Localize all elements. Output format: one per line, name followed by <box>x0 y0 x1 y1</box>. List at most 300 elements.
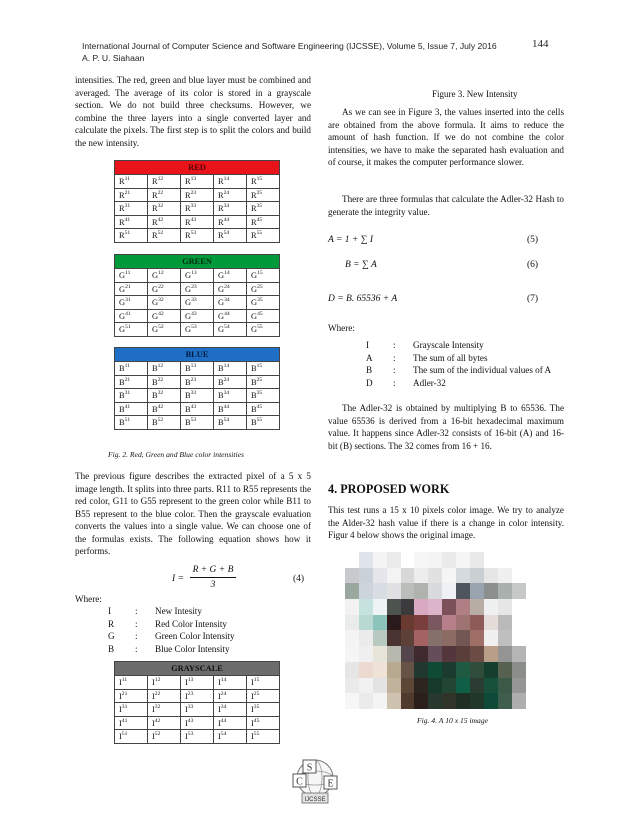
pixel-cell <box>498 583 512 599</box>
pixel-cell <box>512 630 526 646</box>
matrix-cell: $R^{31}$ <box>115 202 148 216</box>
pixel-cell <box>456 662 470 678</box>
pixel-cell <box>456 583 470 599</box>
definition-row <box>108 630 235 643</box>
matrix-cell: $G^{52}$ <box>148 323 181 337</box>
matrix-cell: $I^{42}$ <box>148 716 181 730</box>
blue-table-title: BLUE <box>115 348 280 362</box>
author-name: A. P. U. Siahaan <box>82 53 145 63</box>
pixel-cell <box>401 693 415 709</box>
pixel-cell <box>414 583 428 599</box>
definition-row <box>366 339 551 352</box>
matrix-cell: $G^{51}$ <box>115 323 148 337</box>
pixel-cell <box>373 646 387 662</box>
blue-table-body <box>115 362 280 430</box>
pixel-cell <box>484 552 498 568</box>
definition-symbol: B <box>366 365 373 375</box>
eq4-lhs: I = <box>172 574 184 584</box>
matrix-cell: $G^{12}$ <box>148 269 181 283</box>
pixel-cell <box>512 599 526 615</box>
matrix-cell: $R^{13}$ <box>181 175 214 189</box>
matrix-cell: $I^{34}$ <box>214 703 247 717</box>
right-paragraph-1: As we can see in Figure 3, the values inserted into the cells are obtained from the above formula. It aims to reduce the amount of hash function. If we do not combine the color intensities, we have to make the separated hash evaluation and of course, it makes the computer performance slower. <box>328 107 564 167</box>
matrix-cell: $R^{12}$ <box>148 175 181 189</box>
matrix-cell: $B^{31}$ <box>115 389 148 403</box>
matrix-cell: $G^{13}$ <box>181 269 214 283</box>
pixel-cell <box>414 615 428 631</box>
matrix-cell: $I^{51}$ <box>115 730 148 744</box>
right-paragraph-4: This test runs a 15 x 10 pixels color image. We try to analyze the Alder-32 hash value if there is a change in color intensity. Figur 4 below shows the original image. <box>328 505 564 540</box>
definition-row <box>366 364 551 377</box>
pixel-cell <box>373 568 387 584</box>
pixel-cell <box>414 662 428 678</box>
definition-text: Green Color Intensity <box>155 631 235 641</box>
pixel-cell <box>414 678 428 694</box>
pixel-cell <box>373 662 387 678</box>
matrix-cell: $B^{24}$ <box>214 375 247 389</box>
matrix-cell: $R^{51}$ <box>115 229 148 243</box>
pixel-cell <box>373 552 387 568</box>
pixel-cell <box>345 599 359 615</box>
matrix-cell: $B^{21}$ <box>115 375 148 389</box>
pixel-cell <box>456 646 470 662</box>
pixel-image <box>345 552 553 709</box>
right-paragraph-3: The Adler-32 is obtained by multiplying B to 65536. The value 65536 is derived from a 16-bit hexadecimal maximum value. It happens since Adler-32 consists of 16-bit (A) and 16-bit (B) sections. The 32 comes from 16 + 16. <box>328 403 564 451</box>
pixel-cell <box>512 552 526 568</box>
matrix-cell: $R^{52}$ <box>148 229 181 243</box>
pixel-cell <box>401 615 415 631</box>
pixel-cell <box>484 646 498 662</box>
matrix-cell: $B^{33}$ <box>181 389 214 403</box>
pixel-cell <box>373 583 387 599</box>
pixel-cell <box>512 646 526 662</box>
pixel-cell <box>373 630 387 646</box>
definition-colon: : <box>135 618 138 629</box>
eq6-number: (6) <box>527 260 539 270</box>
eq6-formula: B = ∑ A <box>345 260 377 270</box>
matrix-row <box>115 188 280 202</box>
definition-text: The sum of all bytes <box>413 352 488 363</box>
pixel-cell <box>387 662 401 678</box>
matrix-cell: $B^{34}$ <box>214 389 247 403</box>
matrix-row <box>115 730 280 744</box>
matrix-cell: $B^{32}$ <box>148 389 181 403</box>
matrix-cell: $R^{23}$ <box>181 188 214 202</box>
pixel-cell <box>526 693 540 709</box>
right-paragraph-2: There are three formulas that calculate the Adler-32 Hash to generate the integrity value. <box>328 194 564 217</box>
matrix-row <box>115 362 280 376</box>
pixel-cell <box>526 662 540 678</box>
eq4-fraction-bar <box>190 577 236 578</box>
pixel-cell <box>512 615 526 631</box>
pixel-cell <box>428 552 442 568</box>
matrix-cell: $R^{42}$ <box>148 215 181 229</box>
matrix-row <box>115 689 280 703</box>
matrix-cell: $G^{32}$ <box>148 296 181 310</box>
matrix-cell: $G^{25}$ <box>247 282 280 296</box>
eq4-fraction <box>190 565 236 590</box>
matrix-row <box>115 296 280 310</box>
pixel-cell <box>345 583 359 599</box>
pixel-cell <box>539 693 553 709</box>
pixel-cell <box>359 552 373 568</box>
pixel-cell <box>359 583 373 599</box>
matrix-cell: $R^{33}$ <box>181 202 214 216</box>
pixel-cell <box>470 583 484 599</box>
matrix-cell: $R^{32}$ <box>148 202 181 216</box>
green-table-body <box>115 269 280 337</box>
pixel-cell <box>401 552 415 568</box>
pixel-cell <box>498 646 512 662</box>
pixel-cell <box>484 615 498 631</box>
left-where-list <box>108 605 235 655</box>
pixel-cell <box>526 630 540 646</box>
matrix-cell: $R^{22}$ <box>148 188 181 202</box>
pixel-cell <box>498 693 512 709</box>
pixel-cell <box>387 615 401 631</box>
eq7-number: (7) <box>527 294 539 304</box>
matrix-cell: $I^{23}$ <box>181 689 214 703</box>
matrix-cell: $I^{32}$ <box>148 703 181 717</box>
red-table <box>114 160 280 243</box>
pixel-cell <box>470 630 484 646</box>
pixel-cell <box>526 599 540 615</box>
eq5 <box>328 235 373 245</box>
grayscale-table-body <box>115 676 280 744</box>
matrix-row <box>115 703 280 717</box>
matrix-cell: $G^{45}$ <box>247 309 280 323</box>
definition-row <box>108 618 235 631</box>
matrix-cell: $I^{55}$ <box>247 730 280 744</box>
matrix-cell: $R^{34}$ <box>214 202 247 216</box>
pixel-cell <box>414 599 428 615</box>
matrix-cell: $G^{31}$ <box>115 296 148 310</box>
pixel-cell <box>401 646 415 662</box>
pixel-cell <box>456 599 470 615</box>
matrix-cell: $R^{44}$ <box>214 215 247 229</box>
matrix-cell: $I^{53}$ <box>181 730 214 744</box>
pixel-cell <box>414 568 428 584</box>
eq5-number: (5) <box>527 235 539 245</box>
pixel-cell <box>470 646 484 662</box>
definition-text: Grayscale Intensity <box>413 340 484 350</box>
pixel-cell <box>359 662 373 678</box>
pixel-cell <box>484 693 498 709</box>
eq6 <box>345 260 377 270</box>
pixel-cell <box>414 552 428 568</box>
matrix-cell: $I^{24}$ <box>214 689 247 703</box>
matrix-cell: $R^{55}$ <box>247 229 280 243</box>
matrix-cell: $B^{45}$ <box>247 402 280 416</box>
left-where-label: Where: <box>75 594 102 604</box>
pixel-cell <box>345 678 359 694</box>
pixel-cell <box>345 646 359 662</box>
matrix-cell: $I^{43}$ <box>181 716 214 730</box>
matrix-cell: $B^{11}$ <box>115 362 148 376</box>
matrix-cell: $G^{54}$ <box>214 323 247 337</box>
matrix-row <box>115 269 280 283</box>
definition-symbol: D <box>366 377 373 388</box>
definition-text: Red Color Intensity <box>155 618 227 629</box>
pixel-cell <box>539 678 553 694</box>
pixel-cell <box>401 678 415 694</box>
pixel-cell <box>428 678 442 694</box>
pixel-cell <box>442 615 456 631</box>
matrix-cell: $G^{35}$ <box>247 296 280 310</box>
pixel-cell <box>512 678 526 694</box>
eq5-formula: A = 1 + ∑ I <box>328 235 374 245</box>
matrix-cell: $B^{53}$ <box>181 416 214 430</box>
pixel-cell <box>539 630 553 646</box>
pixel-cell <box>512 693 526 709</box>
matrix-cell: $I^{54}$ <box>214 730 247 744</box>
definition-colon: : <box>135 643 138 654</box>
matrix-cell: $R^{15}$ <box>247 175 280 189</box>
pixel-cell <box>498 615 512 631</box>
matrix-cell: $I^{33}$ <box>181 703 214 717</box>
pixel-cell <box>359 678 373 694</box>
pixel-cell <box>387 583 401 599</box>
matrix-cell: $R^{24}$ <box>214 188 247 202</box>
matrix-cell: $B^{44}$ <box>214 402 247 416</box>
pixel-cell <box>345 662 359 678</box>
pixel-cell <box>345 615 359 631</box>
pixel-cell <box>345 630 359 646</box>
pixel-cell <box>428 662 442 678</box>
section-heading: 4. PROPOSED WORK <box>328 482 450 496</box>
pixel-cell <box>428 599 442 615</box>
pixel-cell <box>470 678 484 694</box>
matrix-cell: $B^{55}$ <box>247 416 280 430</box>
definition-symbol: I <box>108 606 112 616</box>
matrix-cell: $G^{44}$ <box>214 309 247 323</box>
pixel-cell <box>470 693 484 709</box>
matrix-cell: $B^{22}$ <box>148 375 181 389</box>
pixel-cell <box>345 693 359 709</box>
matrix-cell: $B^{43}$ <box>181 402 214 416</box>
matrix-cell: $G^{42}$ <box>148 309 181 323</box>
left-paragraph-1: intensities. The red, green and blue layer must be combined and averaged. The average of its color is stored in a grayscale section. We do not build three checksums. However, we combine the three layers into a single converted layer and calculate the pixels. The first step is to split the colors and build the new intensity. <box>75 75 311 148</box>
definition-text: Adler-32 <box>413 377 446 388</box>
pixel-cell <box>526 583 540 599</box>
pixel-cell <box>359 599 373 615</box>
pixel-cell <box>456 678 470 694</box>
matrix-cell: $I^{41}$ <box>115 716 148 730</box>
matrix-cell: $R^{35}$ <box>247 202 280 216</box>
definition-symbol: B <box>108 643 115 654</box>
pixel-cell <box>470 615 484 631</box>
definition-text: Blue Color Intensity <box>155 643 230 654</box>
red-table-title: RED <box>115 161 280 175</box>
pixel-cell <box>539 583 553 599</box>
pixel-cell <box>470 662 484 678</box>
matrix-cell: $B^{42}$ <box>148 402 181 416</box>
pixel-cell <box>470 552 484 568</box>
matrix-row <box>115 375 280 389</box>
eq4-denominator: 3 <box>210 580 216 590</box>
pixel-cell <box>414 630 428 646</box>
pixel-cell <box>442 552 456 568</box>
matrix-cell: $B^{13}$ <box>181 362 214 376</box>
matrix-cell: $G^{34}$ <box>214 296 247 310</box>
left-paragraph-2: The previous figure describes the extracted pixel of a 5 x 5 image length. It splits into three parts. R11 to R55 represents the red color, G11 to G55 represent to the green color while B11 to B55 represent to the blue color. Then the grayscale evaluation converts the values into a single value. We can choose one of the formulas exists. The following equation shows how it performs. <box>75 471 311 556</box>
svg-text:S: S <box>306 762 313 774</box>
matrix-cell: $I^{35}$ <box>247 703 280 717</box>
pixel-cell <box>428 583 442 599</box>
matrix-cell: $G^{11}$ <box>115 269 148 283</box>
matrix-row <box>115 202 280 216</box>
matrix-cell: $R^{43}$ <box>181 215 214 229</box>
pixel-cell <box>414 693 428 709</box>
matrix-cell: $R^{41}$ <box>115 215 148 229</box>
pixel-cell <box>498 599 512 615</box>
fig3-caption: Figure 3. New Intensity <box>432 89 518 99</box>
pixel-cell <box>428 693 442 709</box>
definition-colon: : <box>393 377 396 388</box>
matrix-cell: $B^{35}$ <box>247 389 280 403</box>
pixel-cell <box>359 615 373 631</box>
pixel-cell <box>498 662 512 678</box>
matrix-cell: $G^{21}$ <box>115 282 148 296</box>
pixel-cell <box>484 630 498 646</box>
grayscale-table <box>114 661 280 744</box>
right-where-list <box>366 339 551 389</box>
pixel-cell <box>442 599 456 615</box>
matrix-row <box>115 323 280 337</box>
pixel-cell <box>442 693 456 709</box>
matrix-row <box>115 175 280 189</box>
definition-symbol: A <box>366 352 373 363</box>
pixel-cell <box>442 662 456 678</box>
definition-row <box>108 605 235 618</box>
pixel-cell <box>387 630 401 646</box>
pixel-cell <box>401 662 415 678</box>
matrix-cell: $B^{51}$ <box>115 416 148 430</box>
matrix-cell: $G^{23}$ <box>181 282 214 296</box>
matrix-cell: $I^{25}$ <box>247 689 280 703</box>
right-where-label: Where: <box>328 323 355 333</box>
pixel-cell <box>373 678 387 694</box>
pixel-cell <box>470 599 484 615</box>
matrix-row <box>115 716 280 730</box>
pixel-cell <box>456 615 470 631</box>
pixel-cell <box>484 599 498 615</box>
matrix-cell: $R^{25}$ <box>247 188 280 202</box>
svg-text:E: E <box>327 778 334 790</box>
matrix-row <box>115 309 280 323</box>
matrix-cell: $R^{14}$ <box>214 175 247 189</box>
matrix-cell: $G^{15}$ <box>247 269 280 283</box>
pixel-cell <box>401 630 415 646</box>
matrix-cell: $R^{21}$ <box>115 188 148 202</box>
matrix-cell: $G^{33}$ <box>181 296 214 310</box>
pixel-cell <box>359 693 373 709</box>
pixel-cell <box>387 599 401 615</box>
pixel-cell <box>387 646 401 662</box>
svg-text:IJCSSE: IJCSSE <box>304 797 326 803</box>
matrix-row <box>115 416 280 430</box>
pixel-cell <box>498 678 512 694</box>
matrix-cell: $B^{23}$ <box>181 375 214 389</box>
pixel-cell <box>401 599 415 615</box>
matrix-cell: $G^{53}$ <box>181 323 214 337</box>
pixel-cell <box>373 693 387 709</box>
matrix-cell: $I^{21}$ <box>115 689 148 703</box>
definition-row <box>366 377 551 390</box>
matrix-cell: $G^{41}$ <box>115 309 148 323</box>
pixel-cell <box>345 568 359 584</box>
pixel-cell <box>456 568 470 584</box>
pixel-cell <box>387 552 401 568</box>
matrix-row <box>115 215 280 229</box>
pixel-cell <box>484 662 498 678</box>
pixel-cell <box>428 630 442 646</box>
definition-colon: : <box>393 365 396 375</box>
eq4-numerator: R + G + B <box>192 565 234 575</box>
pixel-cell <box>373 615 387 631</box>
definition-symbol: I <box>366 340 370 350</box>
matrix-row <box>115 402 280 416</box>
matrix-cell: $B^{52}$ <box>148 416 181 430</box>
green-table-title: GREEN <box>115 255 280 269</box>
pixel-cell <box>373 599 387 615</box>
definition-row <box>108 643 235 656</box>
matrix-cell: $I^{31}$ <box>115 703 148 717</box>
matrix-row <box>115 389 280 403</box>
matrix-row <box>115 282 280 296</box>
pixel-cell <box>428 615 442 631</box>
pixel-cell <box>442 646 456 662</box>
pixel-cell <box>526 646 540 662</box>
definition-colon: : <box>135 631 138 641</box>
pixel-cell <box>539 568 553 584</box>
matrix-cell: $G^{24}$ <box>214 282 247 296</box>
matrix-cell: $B^{25}$ <box>247 375 280 389</box>
pixel-cell <box>498 552 512 568</box>
matrix-cell: $I^{22}$ <box>148 689 181 703</box>
journal-header: International Journal of Computer Science and Software Engineering (IJCSSE), Volume 5, Issue 7, July 2016 <box>82 41 497 51</box>
definition-colon: : <box>393 352 396 363</box>
grayscale-table-title: GRAYSCALE <box>115 662 280 676</box>
matrix-cell: $I^{12}$ <box>148 676 181 690</box>
matrix-cell: $I^{11}$ <box>115 676 148 690</box>
definition-text: The sum of the individual values of A <box>413 365 552 375</box>
pixel-cell <box>442 678 456 694</box>
pixel-cell <box>512 583 526 599</box>
pixel-cell <box>456 552 470 568</box>
matrix-cell: $I^{44}$ <box>214 716 247 730</box>
definition-symbol: R <box>108 618 115 629</box>
matrix-cell: $G^{55}$ <box>247 323 280 337</box>
pixel-cell <box>526 678 540 694</box>
matrix-cell: $I^{52}$ <box>148 730 181 744</box>
pixel-cell <box>539 646 553 662</box>
pixel-cell <box>345 552 359 568</box>
page-number: 144 <box>532 38 549 50</box>
definition-colon: : <box>135 606 138 616</box>
pixel-cell <box>484 583 498 599</box>
pixel-cell <box>456 630 470 646</box>
blue-table <box>114 347 280 430</box>
pixel-cell <box>498 630 512 646</box>
matrix-cell: $R^{11}$ <box>115 175 148 189</box>
pixel-cell <box>442 568 456 584</box>
matrix-cell: $I^{15}$ <box>247 676 280 690</box>
pixel-cell <box>442 583 456 599</box>
pixel-cell <box>498 568 512 584</box>
matrix-cell: $G^{43}$ <box>181 309 214 323</box>
matrix-cell: $B^{15}$ <box>247 362 280 376</box>
